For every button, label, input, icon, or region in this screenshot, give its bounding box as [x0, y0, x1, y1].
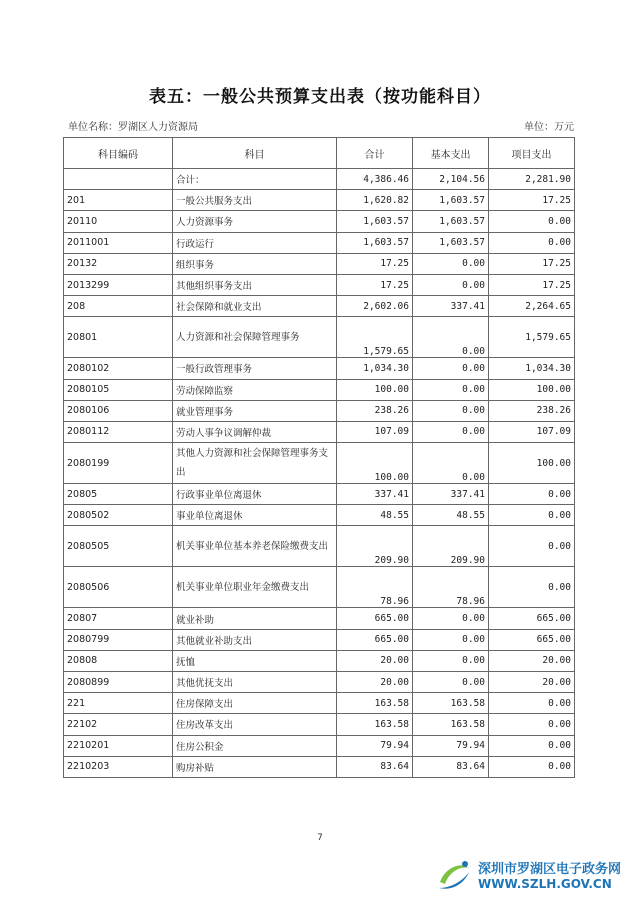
cell-project: 0.00: [489, 714, 575, 735]
cell-total: 665.00: [337, 629, 413, 650]
site-logo-icon: [436, 858, 472, 892]
cell-project: 0.00: [489, 211, 575, 232]
cell-total: 163.58: [337, 714, 413, 735]
cell-project: 665.00: [489, 629, 575, 650]
cell-total: 1,620.82: [337, 190, 413, 211]
cell-basic: 83.64: [413, 756, 489, 777]
cell-project: 0.00: [489, 567, 575, 608]
cell-project: 17.25: [489, 253, 575, 274]
table-row: [64, 400, 575, 421]
cell-code: 2210201: [64, 735, 173, 756]
cell-name: 就业管理事务: [173, 400, 337, 421]
cell-basic: 1,603.57: [413, 190, 489, 211]
table-row: [64, 421, 575, 442]
table-row: [64, 296, 575, 317]
cell-total: 665.00: [337, 608, 413, 629]
cell-total: 79.94: [337, 735, 413, 756]
cell-total: 17.25: [337, 274, 413, 295]
cell-basic: 163.58: [413, 693, 489, 714]
cell-code: 20801: [64, 317, 173, 358]
cell-code: 2080199: [64, 443, 173, 484]
cell-code: 221: [64, 693, 173, 714]
cell-name-text: 其他人力资源和社会保障管理事务支出: [176, 448, 329, 479]
cell-total: 209.90: [337, 526, 413, 567]
cell-name: 劳动保障监察: [173, 379, 337, 400]
cell-name: 就业补助: [173, 608, 337, 629]
table-row: [64, 232, 575, 253]
cell-code: 20808: [64, 650, 173, 671]
cell-basic: 337.41: [413, 296, 489, 317]
table-row: [64, 629, 575, 650]
cell-basic: 0.00: [413, 379, 489, 400]
cell-name: 抚恤: [173, 650, 337, 671]
cell-name: 事业单位离退休: [173, 505, 337, 526]
cell-project: 0.00: [489, 735, 575, 756]
unit-name: 单位名称：罗湖区人力资源局: [68, 122, 198, 133]
table-row: [64, 253, 575, 274]
cell-name: 住房公积金: [173, 735, 337, 756]
cell-basic: 337.41: [413, 484, 489, 505]
cell-basic: 0.00: [413, 358, 489, 379]
table-row: [64, 567, 575, 608]
cell-code: 2011001: [64, 232, 173, 253]
cell-code: 2080799: [64, 629, 173, 650]
cell-name: [173, 526, 337, 567]
table-row: [64, 714, 575, 735]
cell-name: 劳动人事争议调解仲裁: [173, 421, 337, 442]
table-row: [64, 650, 575, 671]
cell-name: 一般公共服务支出: [173, 190, 337, 211]
table-row: [64, 505, 575, 526]
cell-project: 665.00: [489, 608, 575, 629]
cell-name: 组织事务: [173, 253, 337, 274]
cell-basic: 0.00: [413, 253, 489, 274]
cell-name: 住房改革支出: [173, 714, 337, 735]
cell-project: 20.00: [489, 650, 575, 671]
cell-basic: 0.00: [413, 672, 489, 693]
cell-name: 一般行政管理事务: [173, 358, 337, 379]
table-row: [64, 693, 575, 714]
cell-code: 2210203: [64, 756, 173, 777]
cell-project: 0.00: [489, 756, 575, 777]
table-row: [64, 443, 575, 484]
table-row: [64, 756, 575, 777]
cell-total: 1,603.57: [337, 211, 413, 232]
cell-total: 2,602.06: [337, 296, 413, 317]
cell-code: 20807: [64, 608, 173, 629]
cell-name-text: 人力资源和社会保障管理事务: [176, 331, 300, 343]
cell-code: 2080502: [64, 505, 173, 526]
cell-code: 2080506: [64, 567, 173, 608]
cell-basic: 2,104.56: [413, 169, 489, 190]
cell-project: 0.00: [489, 505, 575, 526]
cell-code: 20805: [64, 484, 173, 505]
cell-basic: 0.00: [413, 443, 489, 484]
cell-code: 2080102: [64, 358, 173, 379]
cell-total: 100.00: [337, 379, 413, 400]
cell-basic: 1,603.57: [413, 232, 489, 253]
cell-code: 2080106: [64, 400, 173, 421]
header-subject: 科目: [173, 138, 337, 169]
cell-name: 人力资源事务: [173, 211, 337, 232]
header-total: 合计: [337, 138, 413, 169]
table-row: [64, 317, 575, 358]
cell-basic: 1,603.57: [413, 211, 489, 232]
cell-basic: 79.94: [413, 735, 489, 756]
cell-project: 2,264.65: [489, 296, 575, 317]
cell-total: 20.00: [337, 672, 413, 693]
table-row: [64, 484, 575, 505]
cell-total: 4,386.46: [337, 169, 413, 190]
cell-name: 其他就业补助支出: [173, 629, 337, 650]
cell-project: 0.00: [489, 232, 575, 253]
cell-name: 其他组织事务支出: [173, 274, 337, 295]
cell-name: 行政运行: [173, 232, 337, 253]
table-row: [64, 190, 575, 211]
cell-total: 238.26: [337, 400, 413, 421]
cell-project: 1,579.65: [489, 317, 575, 358]
cell-name: 合计：: [173, 169, 337, 190]
cell-project: 1,034.30: [489, 358, 575, 379]
cell-project: 0.00: [489, 484, 575, 505]
cell-code: 22102: [64, 714, 173, 735]
cell-basic: 0.00: [413, 421, 489, 442]
cell-project: 17.25: [489, 190, 575, 211]
cell-total: 1,034.30: [337, 358, 413, 379]
cell-total: 48.55: [337, 505, 413, 526]
cell-name-text: 机关事业单位基本养老保险缴费支出: [176, 540, 329, 552]
cell-total: 17.25: [337, 253, 413, 274]
header-basic: 基本支出: [413, 138, 489, 169]
cell-basic: 78.96: [413, 567, 489, 608]
cell-name: 行政事业单位离退休: [173, 484, 337, 505]
cell-name-text: 机关事业单位职业年金缴费支出: [176, 581, 310, 593]
cell-code: 2080505: [64, 526, 173, 567]
footer-site-name: 深圳市罗湖区电子政务网: [478, 862, 622, 877]
cell-project: 0.00: [489, 693, 575, 714]
unit-measure: 单位：万元: [524, 122, 574, 133]
cell-project: 20.00: [489, 672, 575, 693]
cell-code: 2013299: [64, 274, 173, 295]
cell-code: 20132: [64, 253, 173, 274]
cell-name: [173, 567, 337, 608]
cell-project: 2,281.90: [489, 169, 575, 190]
header-code: 科目编码: [64, 138, 173, 169]
cell-total: 107.09: [337, 421, 413, 442]
table-row: [64, 608, 575, 629]
cell-basic: 0.00: [413, 608, 489, 629]
cell-total: 1,579.65: [337, 317, 413, 358]
cell-project: 100.00: [489, 379, 575, 400]
cell-project: 17.25: [489, 274, 575, 295]
cell-basic: 0.00: [413, 400, 489, 421]
cell-basic: 0.00: [413, 629, 489, 650]
cell-total: 163.58: [337, 693, 413, 714]
cell-code: 2080105: [64, 379, 173, 400]
cell-total: 1,603.57: [337, 232, 413, 253]
table-row: [64, 526, 575, 567]
footer-brand[interactable]: [478, 862, 638, 892]
page-title: 表五：一般公共预算支出表（按功能科目）: [149, 87, 491, 107]
cell-project: 100.00: [489, 443, 575, 484]
page-number: 7: [317, 833, 323, 843]
cell-code: 208: [64, 296, 173, 317]
footer-url[interactable]: WWW.SZLH.GOV.CN: [478, 877, 612, 891]
cell-name: [173, 317, 337, 358]
cell-project: 238.26: [489, 400, 575, 421]
table-row: [64, 274, 575, 295]
cell-total: 20.00: [337, 650, 413, 671]
cell-code: [64, 169, 173, 190]
cell-basic: 163.58: [413, 714, 489, 735]
total-row: [64, 169, 575, 190]
unit-line: [68, 118, 574, 134]
cell-code: 201: [64, 190, 173, 211]
cell-total: 100.00: [337, 443, 413, 484]
header-project: 项目支出: [489, 138, 575, 169]
budget-table: [63, 137, 575, 778]
cell-basic: 48.55: [413, 505, 489, 526]
cell-name: [173, 443, 337, 484]
cell-basic: 209.90: [413, 526, 489, 567]
cell-name: 住房保障支出: [173, 693, 337, 714]
cell-name: 其他优抚支出: [173, 672, 337, 693]
table-row: [64, 672, 575, 693]
table-header-row: [64, 138, 575, 169]
table-row: [64, 358, 575, 379]
cell-code: 2080899: [64, 672, 173, 693]
cell-basic: 0.00: [413, 317, 489, 358]
table-row: [64, 735, 575, 756]
cell-name: 购房补贴: [173, 756, 337, 777]
table-row: [64, 211, 575, 232]
cell-code: 2080112: [64, 421, 173, 442]
table-row: [64, 379, 575, 400]
cell-total: 78.96: [337, 567, 413, 608]
cell-total: 83.64: [337, 756, 413, 777]
cell-total: 337.41: [337, 484, 413, 505]
cell-code: 20110: [64, 211, 173, 232]
cell-project: 0.00: [489, 526, 575, 567]
cell-name: 社会保障和就业支出: [173, 296, 337, 317]
cell-basic: 0.00: [413, 274, 489, 295]
cell-project: 107.09: [489, 421, 575, 442]
cell-basic: 0.00: [413, 650, 489, 671]
